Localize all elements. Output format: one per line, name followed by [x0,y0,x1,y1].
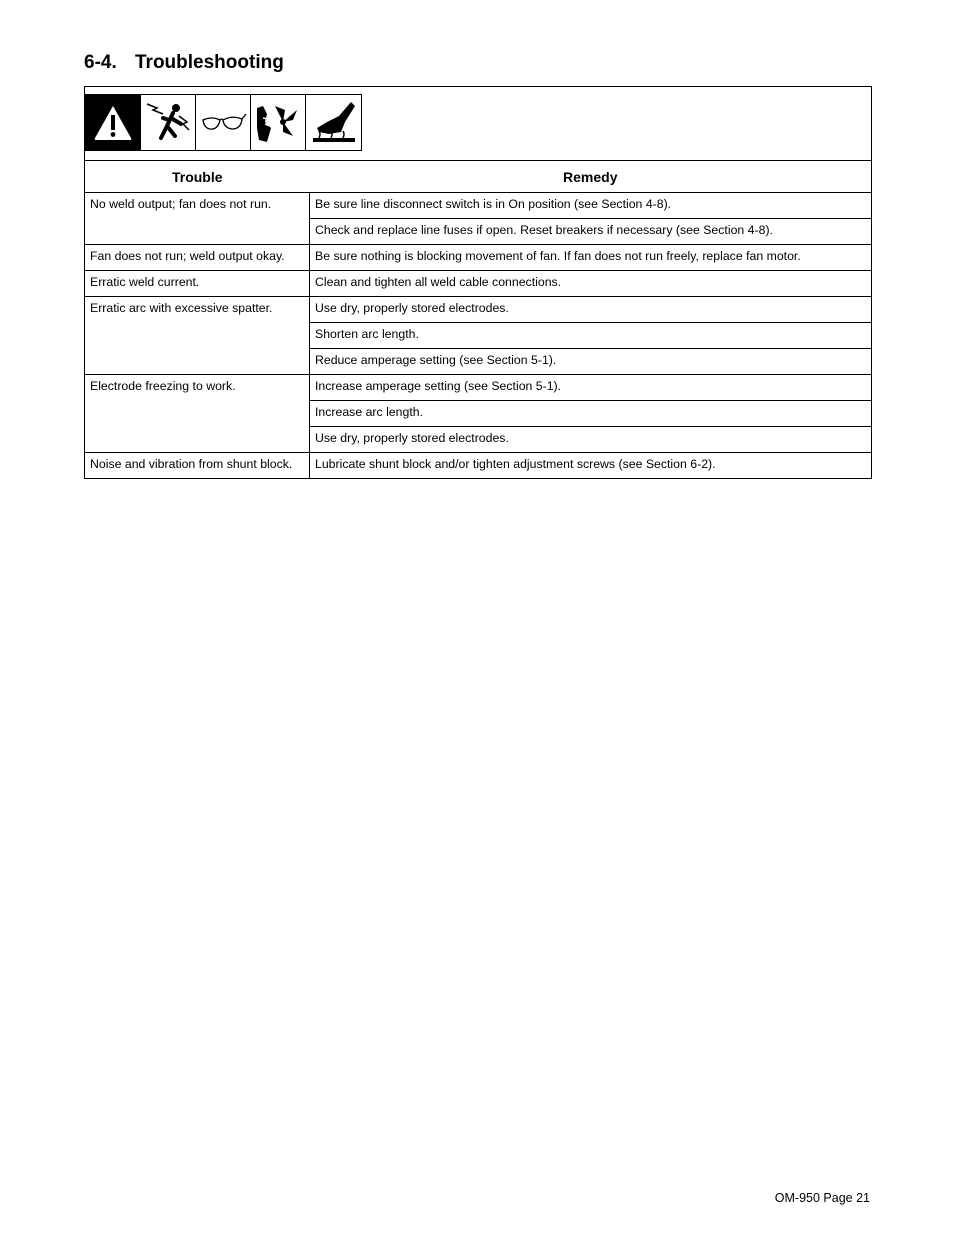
warning-triangle-icon [86,95,141,150]
remedy-cell: Reduce amperage setting (see Section 5-1). [310,349,872,375]
remedy-header: Remedy [310,161,872,193]
troubleshooting-table [85,161,871,478]
table-row [85,297,871,323]
remedy-cell: Be sure nothing is blocking movement of fan. If fan does not run freely, replace fan motor. [310,245,872,271]
table-row [85,245,871,271]
remedy-cell: Check and replace line fuses if open. Reset breakers if necessary (see Section 4-8). [310,219,872,245]
remedy-cell: Increase arc length. [310,401,872,427]
safety-glasses-icon [196,95,251,150]
table-row [85,375,871,401]
table-row [85,453,871,479]
trouble-cell: Erratic arc with excessive spatter. [85,297,310,375]
trouble-cell: No weld output; fan does not run. [85,193,310,245]
remedy-cell: Shorten arc length. [310,323,872,349]
table-row [85,193,871,219]
section-heading [84,52,284,74]
remedy-cell: Be sure line disconnect switch is in On position (see Section 4-8). [310,193,872,219]
electric-shock-icon [141,95,196,150]
safety-icons [85,94,362,151]
section-number: 6-4. [84,52,117,73]
trouble-cell: Electrode freezing to work. [85,375,310,453]
remedy-cell: Clean and tighten all weld cable connections. [310,271,872,297]
remedy-cell: Use dry, properly stored electrodes. [310,297,872,323]
table-row [85,271,871,297]
hot-surface-icon [306,95,361,150]
safety-icons-row [85,87,871,161]
trouble-header: Trouble [85,161,310,193]
trouble-cell: Noise and vibration from shunt block. [85,453,310,479]
troubleshooting-box [84,86,872,479]
remedy-cell: Increase amperage setting (see Section 5-1). [310,375,872,401]
page-footer: OM-950 Page 21 [774,1191,870,1205]
section-title: Troubleshooting [135,52,284,73]
moving-parts-icon [251,95,306,150]
table-body [85,193,871,479]
trouble-cell: Erratic weld current. [85,271,310,297]
remedy-cell: Use dry, properly stored electrodes. [310,427,872,453]
remedy-cell: Lubricate shunt block and/or tighten adjustment screws (see Section 6-2). [310,453,872,479]
trouble-cell: Fan does not run; weld output okay. [85,245,310,271]
